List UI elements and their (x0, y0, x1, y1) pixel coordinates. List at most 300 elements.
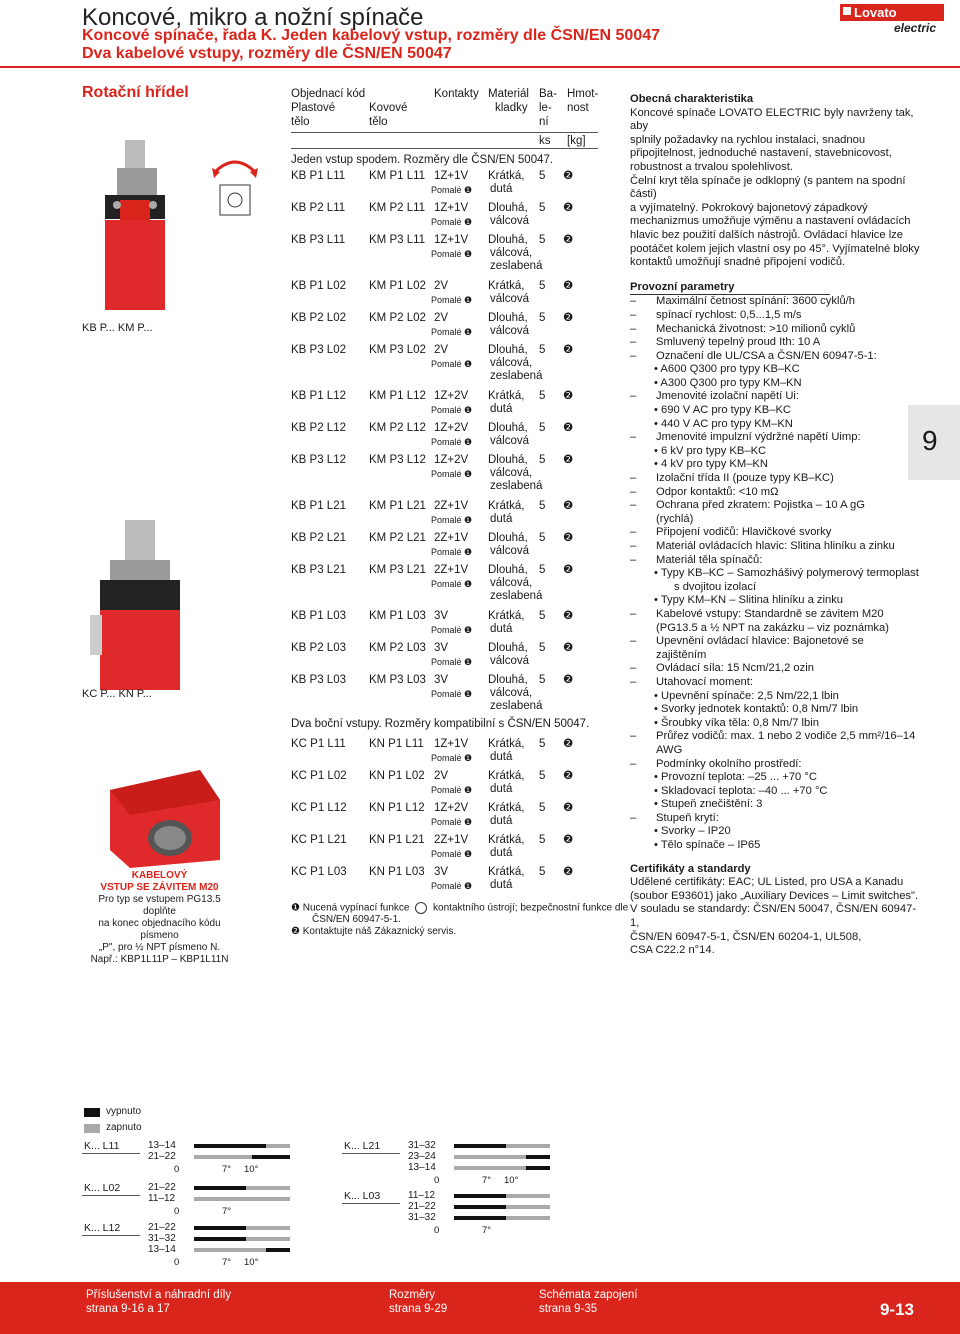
table-section-1: Jeden vstup spodem. Rozměry dle ČSN/EN 50047. (291, 154, 554, 166)
contact-bar (246, 1237, 290, 1241)
th-plastic: Plastové (291, 102, 336, 114)
weight: ❷ (563, 390, 574, 402)
slow-action: Pomalé ❶ (431, 547, 473, 557)
table-row (291, 280, 611, 312)
text-line: hlavic bez použití dalších nástrojů. Ovládací hlavice lze (630, 228, 903, 241)
text-line: pootáčet kolem jejich vlastní osy po 45°. Vyjímatelné bloky (630, 242, 920, 255)
lever-material: Dlouhá, válcová, zeslabená (488, 344, 543, 382)
diagram-label: K... L03 (344, 1190, 381, 1202)
pack-qty: 5 (539, 834, 546, 846)
param-item: • 4 kV pro typy KM–KN (654, 458, 768, 471)
param-item: • Šroubky víka těla: 0,8 Nm/7 lbin (654, 716, 819, 729)
pack-qty: 5 (539, 802, 546, 814)
table-row (291, 674, 611, 712)
param-item: • Svorky jednotek kontaktů: 0,8 Nm/7 lbin (654, 703, 859, 716)
contact-bar (194, 1144, 274, 1148)
param-item: • Typy KB–KC – Samozhášivý polymerový termoplast (654, 567, 919, 580)
param-item: – Ochrana před zkratem: Pojistka – 10 A gG (630, 499, 865, 512)
plastic-code: KB P2 L21 (291, 532, 346, 544)
cable-entry-image (90, 750, 230, 870)
lever-material: Krátká, dutá (488, 500, 525, 525)
param-item: • 440 V AC pro typy KM–KN (654, 417, 793, 430)
slow-action: Pomalé ❶ (431, 437, 473, 447)
section-title: Rotační hřídel (82, 84, 189, 101)
contacts: 1Z+1V (434, 234, 469, 246)
param-item: – Podmínky okolního prostředí: (630, 757, 802, 770)
plastic-code: KB P2 L03 (291, 642, 346, 654)
stroke-angle: 7° (222, 1206, 232, 1217)
metal-code: KM P3 L12 (369, 454, 426, 466)
weight: ❷ (563, 280, 574, 292)
slow-action: Pomalé ❶ (431, 753, 473, 763)
lever-material: Dlouhá, válcová (488, 312, 529, 337)
param-item: • 690 V AC pro typy KB–KC (654, 404, 791, 417)
weight: ❷ (563, 532, 574, 544)
th-pack-2: le- (539, 102, 552, 114)
table-row (291, 802, 611, 834)
cert-heading: Certifikáty a standardy (630, 862, 751, 875)
contacts: 1Z+1V (434, 738, 469, 750)
contacts: 2Z+1V (434, 564, 469, 576)
param-item: • Svorky – IP20 (654, 825, 731, 838)
diagram-rule (82, 1235, 140, 1236)
param-item: – Jmenovité impulzní výdržné napětí Uimp: (630, 431, 861, 444)
footer-link-dimensions[interactable]: Rozměry strana 9-29 (389, 1289, 448, 1315)
contact-pair: 31–32 (408, 1140, 436, 1151)
stroke-angle: 10° (244, 1164, 259, 1175)
table-row (291, 234, 611, 272)
lever-material: Dlouhá, válcová, zeslabená (488, 454, 543, 492)
table-row (291, 202, 611, 234)
param-item: s dvojitou izolací (674, 580, 757, 593)
weight: ❷ (563, 834, 574, 846)
weight: ❷ (563, 454, 574, 466)
contacts: 2Z+1V (434, 834, 469, 846)
contact-bar (454, 1205, 506, 1209)
contact-bar (454, 1216, 506, 1220)
plastic-code: KB P2 L12 (291, 422, 346, 434)
text-line: kontaktů umožňují snadné připojení vodičů. (630, 256, 846, 269)
stroke-angle: 0 (434, 1175, 440, 1186)
plastic-code: KB P2 L02 (291, 312, 346, 324)
weight: ❷ (563, 500, 574, 512)
diagram-label: K... L12 (84, 1222, 121, 1234)
footnote-2: ❷ Kontaktujte náš Zákaznický servis. (291, 926, 457, 937)
stroke-angle: 7° (482, 1225, 492, 1236)
contacts: 2V (434, 312, 449, 324)
pack-qty: 5 (539, 770, 546, 782)
contact-bar (266, 1144, 290, 1148)
contact-pair: 21–22 (148, 1151, 176, 1162)
lovato-logo: Lovato electric (840, 4, 944, 34)
diagram-rule (82, 1153, 140, 1154)
metal-code: KM P1 L02 (369, 280, 426, 292)
plastic-code: KB P1 L02 (291, 280, 346, 292)
param-item: – Utahovací moment: (630, 675, 754, 688)
switch-kc-image (90, 520, 190, 690)
pack-qty: 5 (539, 202, 546, 214)
contact-bar (266, 1248, 290, 1252)
param-item: • Tělo spínače – IP65 (654, 839, 761, 852)
contact-bar (454, 1144, 506, 1148)
contacts: 3V (434, 674, 449, 686)
param-item: • Typy KM–KN – Slitina hliníku a zinku (654, 594, 844, 607)
slow-action: Pomalé ❶ (431, 625, 473, 635)
metal-code: KN P1 L03 (369, 866, 425, 878)
contact-bar (194, 1197, 246, 1201)
text-line: V souladu se standardy: ČSN/EN 50047, ČSN/EN 60947-1, (630, 903, 917, 930)
weight: ❷ (563, 770, 574, 782)
table-row (291, 454, 611, 492)
contact-bar (454, 1166, 526, 1170)
contacts: 2V (434, 770, 449, 782)
th-weight-2: nost (567, 102, 589, 114)
specs-column (630, 93, 920, 958)
weight: ❷ (563, 170, 574, 182)
param-item: – Připojení vodičů: Hlavičkové svorky (630, 526, 832, 539)
rotation-icon (210, 150, 260, 220)
param-item: – Upevnění ovládací hlavice: Bajonetové se (630, 635, 864, 648)
metal-code: KM P2 L02 (369, 312, 426, 324)
contact-bar (506, 1144, 550, 1148)
metal-code: KM P3 L03 (369, 674, 426, 686)
metal-code: KM P2 L03 (369, 642, 426, 654)
th-pack: Ba- (539, 88, 557, 100)
contacts: 3V (434, 610, 449, 622)
stroke-angle: 7° (222, 1164, 232, 1175)
footer-bar (0, 1282, 960, 1334)
footer-link-accessories[interactable]: Příslušenství a náhradní díly strana 9-16 a 17 (86, 1289, 232, 1315)
param-item: – Smluvený tepelný proud Ith: 10 A (630, 336, 821, 349)
params-heading: Provozní parametry (630, 281, 830, 296)
pack-qty: 5 (539, 674, 546, 686)
forced-opening-icon (415, 902, 427, 914)
plastic-code: KB P3 L02 (291, 344, 346, 356)
weight: ❷ (563, 802, 574, 814)
footer-link-wiring[interactable]: Schémata zapojení strana 9-35 (539, 1289, 638, 1315)
label-kb-km: KB P... KM P... (82, 322, 153, 334)
metal-code: KM P3 L11 (369, 234, 426, 246)
table-row (291, 390, 611, 422)
param-item: – Průřez vodičů: max. 1 nebo 2 vodiče 2,5 mm²/16–14 AWG (630, 730, 916, 756)
contact-pair: 21–22 (408, 1201, 436, 1212)
slow-action: Pomalé ❶ (431, 579, 473, 589)
table-row (291, 738, 611, 770)
contacts: 2Z+1V (434, 500, 469, 512)
contacts: 2Z+1V (434, 532, 469, 544)
text-line: Koncové spínače LOVATO ELECTRIC byly navrženy tak, aby (630, 106, 914, 133)
table-row (291, 610, 611, 642)
contacts: 2V (434, 280, 449, 292)
stroke-angle: 10° (244, 1257, 259, 1268)
contacts: 1Z+2V (434, 390, 469, 402)
table-row (291, 642, 611, 674)
th-material: Materiál (488, 88, 529, 100)
th-metal: Kovové (369, 102, 408, 114)
pack-qty: 5 (539, 280, 546, 292)
th-contacts: Kontakty (434, 88, 479, 100)
weight: ❷ (563, 564, 574, 576)
legend-on-swatch (84, 1124, 100, 1133)
text-line: mechanizmus umožňuje výměnu a nastavení ovládacích (630, 215, 911, 228)
table-row (291, 834, 611, 866)
text-line: robustnost a trvalou spolehlivost. (630, 160, 793, 173)
param-item: – Ovládací síla: 15 Ncm/21,2 ozin (630, 662, 814, 675)
th-unit-pack: ks (539, 135, 551, 147)
plastic-code: KC P1 L21 (291, 834, 347, 846)
contact-bar (194, 1186, 246, 1190)
th-plastic-body: tělo (291, 116, 310, 128)
switch-kb-image (95, 140, 195, 320)
metal-code: KM P2 L11 (369, 202, 426, 214)
diagram-rule (342, 1203, 400, 1204)
slow-action: Pomalé ❶ (431, 785, 473, 795)
contact-bar (246, 1186, 290, 1190)
diagram-label: K... L02 (84, 1182, 121, 1194)
page-title: Koncové, mikro a nožní spínače (82, 4, 424, 31)
page-subtitle-1: Koncové spínače, řada K. Jeden kabelový vstup, rozměry dle ČSN/EN 50047 (82, 27, 661, 44)
contact-bar (526, 1155, 550, 1159)
contact-bar (506, 1205, 550, 1209)
metal-code: KM P2 L12 (369, 422, 426, 434)
contact-bar (454, 1194, 506, 1198)
plastic-code: KC P1 L02 (291, 770, 347, 782)
param-item: – Maximální četnost spínání: 3600 cyklů/h (630, 295, 855, 308)
contact-bar (246, 1226, 290, 1230)
legend-off-label: vypnuto (106, 1106, 142, 1117)
pack-qty: 5 (539, 642, 546, 654)
diagram-rule (82, 1195, 140, 1196)
contact-bar (506, 1194, 550, 1198)
contact-bar (526, 1166, 550, 1170)
contact-bar (506, 1216, 550, 1220)
contact-pair: 31–32 (148, 1233, 176, 1244)
contact-bar (454, 1155, 526, 1159)
weight: ❷ (563, 234, 574, 246)
lever-material: Dlouhá, válcová, zeslabená (488, 674, 543, 712)
lever-material: Krátká, dutá (488, 834, 525, 859)
contact-pair: 13–14 (148, 1244, 176, 1255)
pack-qty: 5 (539, 312, 546, 324)
param-item: (PG13.5 a ½ NPT na zakázku – viz poznámka) (656, 621, 889, 634)
metal-code: KM P2 L21 (369, 532, 426, 544)
weight: ❷ (563, 866, 574, 878)
pack-qty: 5 (539, 610, 546, 622)
param-item: zajištěním (656, 648, 707, 661)
param-item: – Materiál těla spínačů: (630, 553, 763, 566)
pack-qty: 5 (539, 532, 546, 544)
lever-material: Dlouhá, válcová, zeslabená (488, 234, 543, 272)
contact-pair: 11–12 (408, 1190, 436, 1201)
table-row (291, 532, 611, 564)
metal-code: KM P1 L12 (369, 390, 426, 402)
text-line: ČSN/EN 60947-5-1, ČSN/EN 60204-1, UL508, (630, 930, 862, 943)
slow-action: Pomalé ❶ (431, 327, 473, 337)
general-heading: Obecná charakteristika (630, 93, 754, 105)
contacts: 1Z+2V (434, 422, 469, 434)
plastic-code: KB P3 L21 (291, 564, 346, 576)
table-section-2: Dva boční vstupy. Rozměry kompatibilní s ČSN/EN 50047. (291, 718, 590, 730)
slow-action: Pomalé ❶ (431, 469, 473, 479)
pack-qty: 5 (539, 500, 546, 512)
plastic-code: KB P1 L03 (291, 610, 346, 622)
plastic-code: KC P1 L12 (291, 802, 347, 814)
contact-bar (194, 1248, 266, 1252)
lever-material: Dlouhá, válcová (488, 642, 529, 667)
lever-material: Dlouhá, válcová (488, 202, 529, 227)
stroke-angle: 0 (434, 1225, 440, 1236)
plastic-code: KB P2 L11 (291, 202, 346, 214)
table-row (291, 170, 611, 202)
contact-pair: 21–22 (148, 1222, 176, 1233)
metal-code: KM P3 L02 (369, 344, 426, 356)
table-row (291, 866, 611, 898)
weight: ❷ (563, 610, 574, 622)
page-number: 9-13 (879, 1300, 914, 1319)
slow-action: Pomalé ❶ (431, 817, 473, 827)
weight: ❷ (563, 422, 574, 434)
slow-action: Pomalé ❶ (431, 249, 473, 259)
text-line: připojitelnost, jednoduché nastavení, stavebnicovost, (630, 147, 892, 160)
plastic-code: KB P3 L11 (291, 234, 346, 246)
contacts: 2V (434, 344, 449, 356)
label-kc-kn: KC P... KN P... (82, 688, 152, 700)
table-rule (291, 132, 598, 133)
param-item: • 6 kV pro typy KB–KC (654, 444, 767, 457)
contact-bar (252, 1155, 290, 1159)
table-row (291, 770, 611, 802)
text-line: a vyjímatelný. Pokrokový bajonetový západkový (630, 201, 868, 214)
chapter-tab: 9 (908, 405, 960, 480)
metal-code: KM P1 L21 (369, 500, 426, 512)
contacts: 1Z+1V (434, 170, 469, 182)
cable-entry-note: KABELOVÝ VSTUP SE ZÁVITEM M20 Pro typ se vstupem PG13.5 doplňte na konec objednacího kódu písmeno „P", pro ½ NPT písmeno N. Např.: KBP1L11P – KBP1L11N (90, 870, 229, 965)
table-row (291, 344, 611, 382)
lever-material: Dlouhá, válcová (488, 532, 529, 557)
text-line: (soubor E93601) jako „Auxiliary Devices – Limit switches". (630, 889, 919, 902)
slow-action: Pomalé ❶ (431, 295, 473, 305)
text-line: Čelní kryt těla spínače je odklopný (s pantem na spodní části) (630, 174, 906, 201)
stroke-angle: 7° (222, 1257, 232, 1268)
th-metal-body: tělo (369, 116, 388, 128)
pack-qty: 5 (539, 344, 546, 356)
param-item: • Skladovací teplota: –40 ... +70 °C (654, 784, 828, 797)
lever-material: Dlouhá, válcová, zeslabená (488, 564, 543, 602)
contact-pair: 31–32 (408, 1212, 436, 1223)
param-item: – Izolační třída II (pouze typy KB–KC) (630, 472, 834, 485)
contact-bar (194, 1237, 246, 1241)
text-line: CSA C22.2 n°14. (630, 944, 715, 957)
metal-code: KN P1 L12 (369, 802, 425, 814)
contacts: 1Z+2V (434, 454, 469, 466)
plastic-code: KC P1 L11 (291, 738, 346, 750)
table-row (291, 312, 611, 344)
contacts: 1Z+1V (434, 202, 469, 214)
param-item: • Provozní teplota: –25 ... +70 °C (654, 771, 817, 784)
pack-qty: 5 (539, 390, 546, 402)
stroke-angle: 0 (174, 1206, 180, 1217)
contact-pair: 21–22 (148, 1182, 176, 1193)
weight: ❷ (563, 674, 574, 686)
metal-code: KN P1 L21 (369, 834, 425, 846)
contact-bar (246, 1197, 290, 1201)
contact-bar (194, 1155, 252, 1159)
table-row (291, 422, 611, 454)
stroke-angle: 0 (174, 1257, 180, 1268)
th-unit-weight: [kg] (567, 135, 586, 147)
param-item: – Kabelové vstupy: Standardně se závitem M20 (630, 607, 884, 620)
pack-qty: 5 (539, 170, 546, 182)
lever-material: Krátká, dutá (488, 770, 525, 795)
metal-code: KN P1 L11 (369, 738, 424, 750)
stroke-angle: 7° (482, 1175, 492, 1186)
weight: ❷ (563, 642, 574, 654)
pack-qty: 5 (539, 866, 546, 878)
lever-material: Krátká, dutá (488, 866, 525, 891)
contact-pair: 23–24 (408, 1151, 436, 1162)
plastic-code: KB P1 L11 (291, 170, 346, 182)
table-rule (291, 148, 598, 149)
metal-code: KN P1 L02 (369, 770, 425, 782)
contact-pair: 13–14 (408, 1162, 436, 1173)
param-item: – Mechanická životnost: >10 milionů cyklů (630, 322, 856, 335)
text-line: splnily požadavky na rychlou instalaci, snadnou (630, 133, 866, 146)
param-item: (rychlá) (656, 512, 694, 525)
slow-action: Pomalé ❶ (431, 217, 473, 227)
footnote-1: ❶ Nucená vypínací funkce kontaktního ústrojí; bezpečnostní funkce dle (291, 902, 629, 914)
param-item: – Jmenovité izolační napětí Ui: (630, 390, 800, 403)
diagram-rule (342, 1153, 400, 1154)
contact-pair: 11–12 (148, 1193, 176, 1204)
metal-code: KM P1 L03 (369, 610, 426, 622)
slow-action: Pomalé ❶ (431, 657, 473, 667)
page-subtitle-2: Dva kabelové vstupy, rozměry dle ČSN/EN 50047 (82, 45, 452, 62)
lever-material: Krátká, dutá (488, 610, 525, 635)
pack-qty: 5 (539, 422, 546, 434)
th-order-code: Objednací kód (291, 88, 366, 100)
param-item: – Odpor kontaktů: <10 mΩ (630, 485, 779, 498)
pack-qty: 5 (539, 738, 546, 750)
slow-action: Pomalé ❶ (431, 881, 473, 891)
slow-action: Pomalé ❶ (431, 689, 473, 699)
contacts: 3V (434, 642, 449, 654)
lever-material: Dlouhá, válcová (488, 422, 529, 447)
plastic-code: KB P3 L03 (291, 674, 346, 686)
param-item: • Stupeň znečištění: 3 (654, 798, 763, 811)
slow-action: Pomalé ❶ (431, 405, 473, 415)
contact-bar (194, 1226, 246, 1230)
table-row (291, 500, 611, 532)
param-item: – Označení dle UL/CSA a ČSN/EN 60947-5-1: (630, 349, 877, 362)
slow-action: Pomalé ❶ (431, 515, 473, 525)
param-item: – Stupeň krytí: (630, 811, 719, 824)
contacts: 3V (434, 866, 449, 878)
legend-off-swatch (84, 1108, 100, 1117)
pack-qty: 5 (539, 234, 546, 246)
lever-material: Krátká, dutá (488, 802, 525, 827)
plastic-code: KB P1 L12 (291, 390, 346, 402)
th-pack-3: ní (539, 116, 549, 128)
plastic-code: KB P1 L21 (291, 500, 346, 512)
lever-material: Krátká, dutá (488, 170, 525, 195)
text-line: Udělené certifikáty: EAC; UL Listed, pro USA a Kanadu (630, 876, 904, 889)
param-item: – spínací rychlost: 0,5...1,5 m/s (630, 308, 802, 321)
metal-code: KM P3 L21 (369, 564, 426, 576)
lever-material: Krátká, válcová (488, 280, 529, 305)
diagram-label: K... L11 (84, 1140, 120, 1152)
th-weight: Hmot- (567, 88, 599, 100)
weight: ❷ (563, 738, 574, 750)
